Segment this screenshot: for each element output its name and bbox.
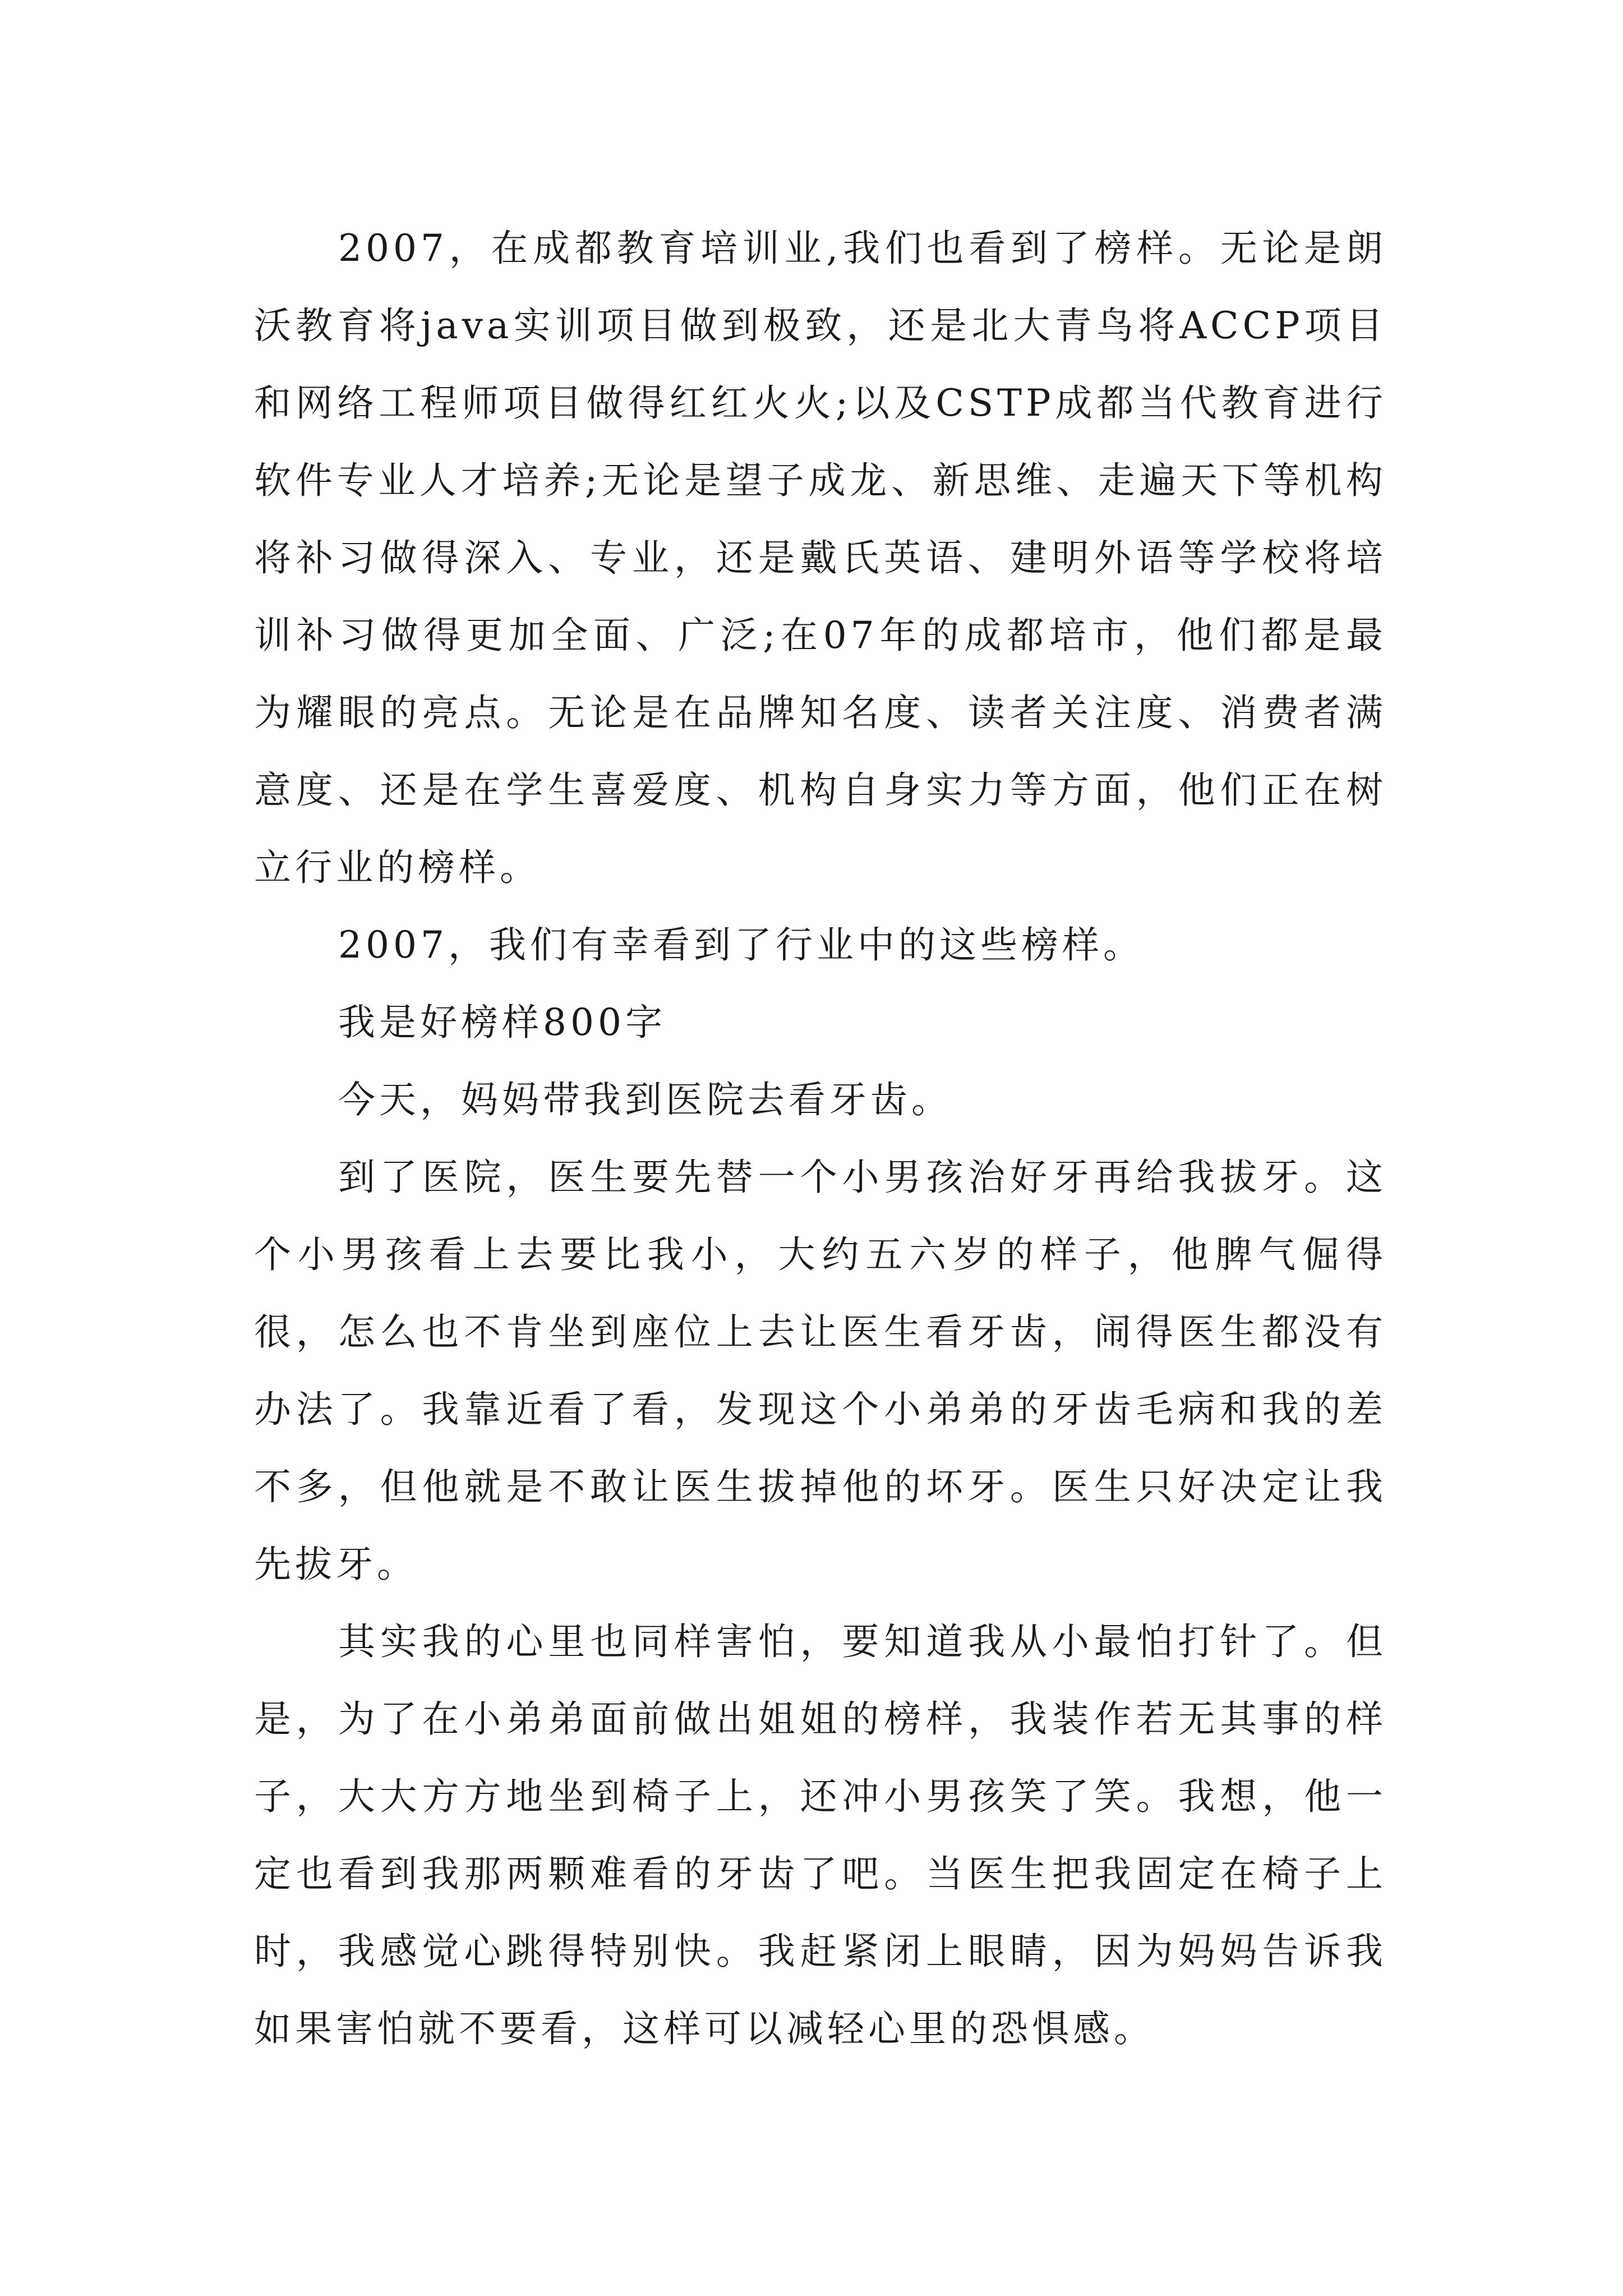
- paragraph-little-boy: 到了医院，医生要先替一个小男孩治好牙再给我拔牙。这个小男孩看上去要比我小，大约五六岁的样子，他脾气倔得很，怎么也不肯坐到座位上去让医生看牙齿，闹得医生都没有办法了。我靠近看了看，发现这个小弟弟的牙齿毛病和我的差不多，但他就是不敢让医生拔掉他的坏牙。医生只好决定让我先拔牙。: [254, 1156, 1387, 1586]
- paragraph-hospital-visit: 今天，妈妈带我到医院去看牙齿。: [338, 1078, 952, 1121]
- paragraph-lucky-to-see: 2007，我们有幸看到了行业中的这些榜样。: [338, 923, 1144, 967]
- essay-title: 我是好榜样800字: [338, 1001, 666, 1044]
- paragraph-brave-example: 其实我的心里也同样害怕，要知道我从小最怕打针了。但是，为了在小弟弟面前做出姐姐的榜样，我装作若无其事的样子，大大方方地坐到椅子上，还冲小男孩笑了笑。我想，他一定也看到我那两颗难看的牙齿了吧。当医生把我固定在椅子上时，我感觉心跳得特别快。我赶紧闭上眼睛，因为妈妈告诉我如果害怕就不要看，这样可以减轻心里的恐惧感。: [254, 1620, 1387, 2050]
- paragraph-education-role-models: 2007，在成都教育培训业,我们也看到了榜样。无论是朗沃教育将java实训项目做到极致，还是北大青鸟将ACCP项目和网络工程师项目做得红红火火;以及CSTP成都当代教育进行软件专业人才培养;无论是望子成龙、新思维、走遍天下等机构将补习做得深入、专业，还是戴氏英语、建明外语等学校将培训补习做得更加全面、广泛;在07年的成都培市，他们都是最为耀眼的亮点。无论是在品牌知名度、读者关注度、消费者满意度、还是在学生喜爱度、机构自身实力等方面，他们正在树立行业的榜样。: [254, 227, 1387, 889]
